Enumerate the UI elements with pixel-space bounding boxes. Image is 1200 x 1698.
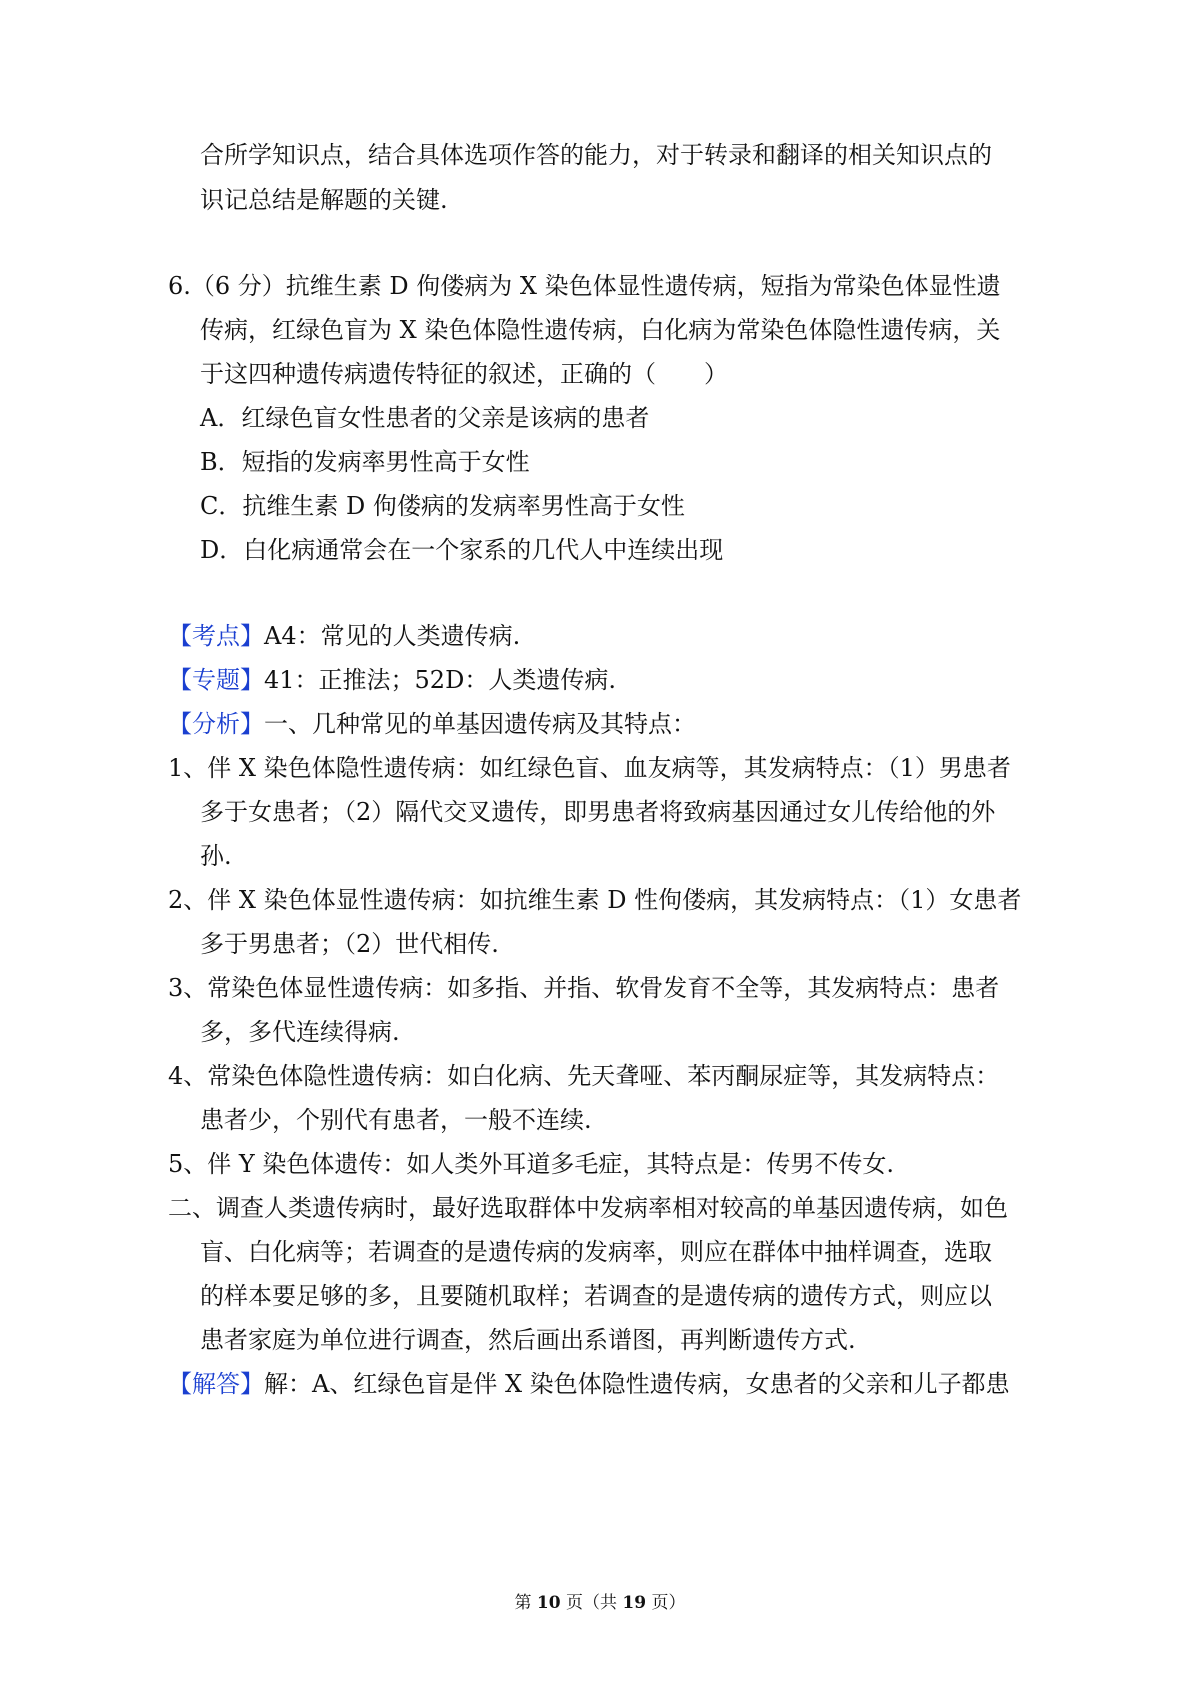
zhuanti-text: 41：正推法；52D：人类遗传病. bbox=[264, 666, 616, 694]
analysis-line-9: 患者少，个别代有患者，一般不连续. bbox=[200, 1106, 592, 1134]
kaodian-tag: 【考点】 bbox=[168, 622, 264, 650]
question-line-1: 6.（6 分）抗维生素 D 佝偻病为 X 染色体显性遗传病，短指为常染色体显性遗 bbox=[168, 272, 1001, 300]
analysis-line-12: 盲、白化病等；若调查的是遗传病的发病率，则应在群体中抽样调查，选取 bbox=[200, 1238, 992, 1266]
analysis-line-4: 2、伴 X 染色体显性遗传病：如抗维生素 D 性佝偻病，其发病特点：（1）女患者 bbox=[168, 886, 1022, 914]
jieda-line bbox=[168, 1368, 1010, 1400]
intro-line-2: 识记总结是解题的关键. bbox=[200, 186, 448, 214]
option-c: C．抗维生素 D 佝偻病的发病率男性高于女性 bbox=[200, 492, 685, 520]
question-line-2: 传病，红绿色盲为 X 染色体隐性遗传病，白化病为常染色体隐性遗传病，关 bbox=[200, 316, 1001, 344]
option-a: A．红绿色盲女性患者的父亲是该病的患者 bbox=[200, 404, 650, 432]
footer-total-pages: 19 bbox=[622, 1593, 647, 1613]
footer-middle: 页（共 bbox=[560, 1593, 623, 1613]
kaodian-line bbox=[168, 620, 520, 652]
analysis-line-6: 3、常染色体显性遗传病：如多指、并指、软骨发育不全等，其发病特点：患者 bbox=[168, 974, 1000, 1002]
analysis-line-13: 的样本要足够的多，且要随机取样；若调查的是遗传病的遗传方式，则应以 bbox=[200, 1282, 992, 1310]
analysis-line-3: 孙. bbox=[200, 842, 232, 870]
fenxi-line bbox=[168, 708, 696, 740]
page-footer bbox=[0, 1592, 1200, 1614]
analysis-line-14: 患者家庭为单位进行调查，然后画出系谱图，再判断遗传方式. bbox=[200, 1326, 856, 1354]
analysis-line-2: 多于女患者；（2）隔代交叉遗传，即男患者将致病基因通过女儿传给他的外 bbox=[200, 798, 996, 826]
question-line-3: 于这四种遗传病遗传特征的叙述，正确的（ ） bbox=[200, 360, 728, 388]
jieda-text: 解：A、红绿色盲是伴 X 染色体隐性遗传病，女患者的父亲和儿子都患 bbox=[264, 1370, 1010, 1398]
analysis-line-8: 4、常染色体隐性遗传病：如白化病、先天聋哑、苯丙酮尿症等，其发病特点： bbox=[168, 1062, 1000, 1090]
footer-prefix: 第 bbox=[514, 1593, 537, 1613]
analysis-line-7: 多，多代连续得病. bbox=[200, 1018, 400, 1046]
option-b: B．短指的发病率男性高于女性 bbox=[200, 448, 530, 476]
zhuanti-line bbox=[168, 664, 616, 696]
fenxi-text: 一、几种常见的单基因遗传病及其特点： bbox=[264, 710, 696, 738]
analysis-line-5: 多于男患者；（2）世代相传. bbox=[200, 930, 499, 958]
footer-suffix: 页） bbox=[646, 1593, 686, 1613]
footer-page-number: 10 bbox=[536, 1593, 561, 1613]
analysis-line-11: 二、调查人类遗传病时，最好选取群体中发病率相对较高的单基因遗传病，如色 bbox=[168, 1194, 1008, 1222]
zhuanti-tag: 【专题】 bbox=[168, 666, 264, 694]
kaodian-text: A4：常见的人类遗传病. bbox=[264, 622, 521, 650]
analysis-line-1: 1、伴 X 染色体隐性遗传病：如红绿色盲、血友病等，其发病特点：（1）男患者 bbox=[168, 754, 1011, 782]
intro-line-1: 合所学知识点，结合具体选项作答的能力，对于转录和翻译的相关知识点的 bbox=[200, 141, 992, 169]
analysis-line-10: 5、伴 Y 染色体遗传：如人类外耳道多毛症，其特点是：传男不传女. bbox=[168, 1150, 894, 1178]
fenxi-tag: 【分析】 bbox=[168, 710, 264, 738]
option-d: D．白化病通常会在一个家系的几代人中连续出现 bbox=[200, 536, 724, 564]
jieda-tag: 【解答】 bbox=[168, 1370, 264, 1398]
